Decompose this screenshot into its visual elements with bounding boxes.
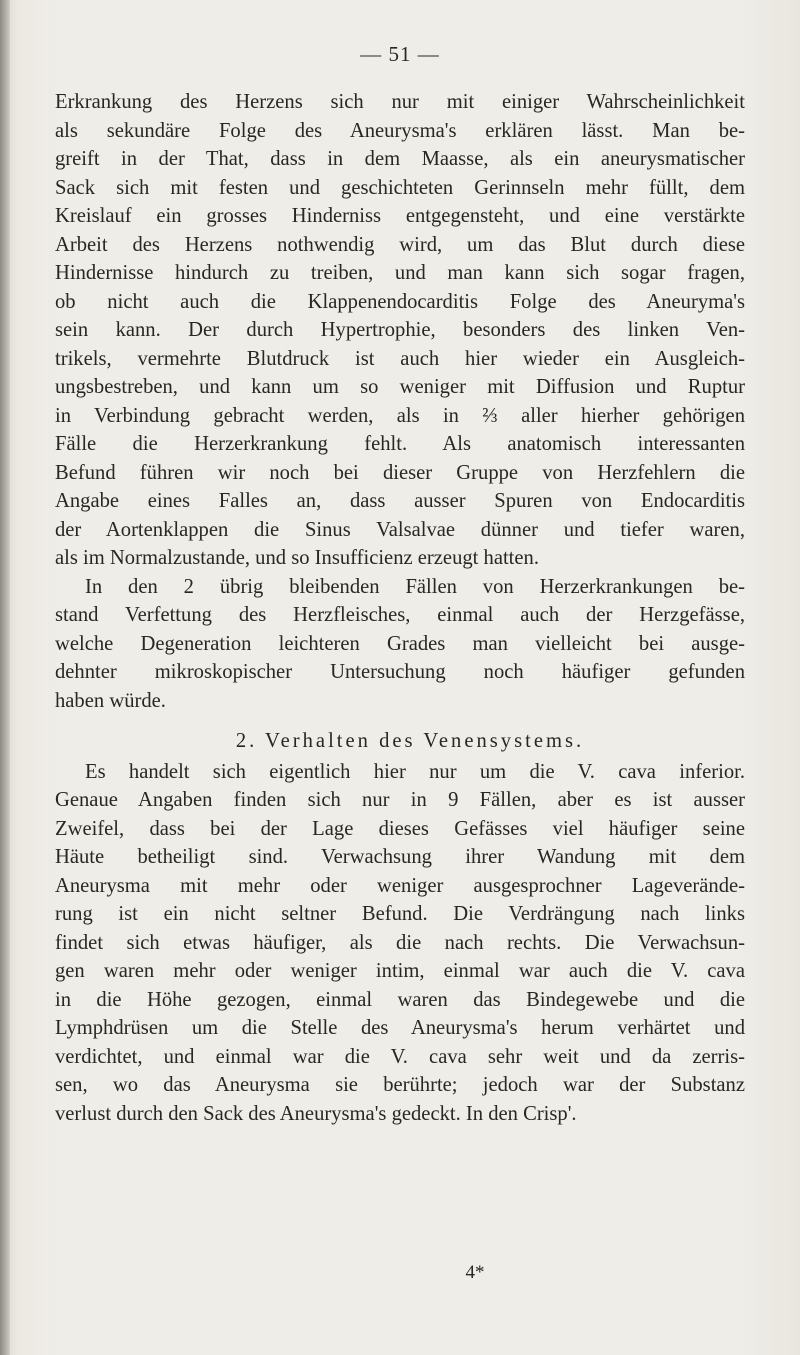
- text-line: trikels, vermehrte Blutdruck ist auch hier wieder ein Ausgleich-: [55, 347, 745, 370]
- text-line: Genaue Angaben finden sich nur in 9 Fällen, aber es ist ausser: [55, 789, 745, 811]
- text-line: als sekundäre Folge des Aneurysma's erklären lässt. Man be-: [55, 119, 745, 142]
- text-line: Erkrankung des Herzens sich nur mit einiger Wahrscheinlichkeit: [55, 91, 745, 113]
- text-line: als im Normalzustande, und so Insufficienz erzeugt hatten.: [55, 547, 539, 569]
- text-line: In den 2 übrig bleibenden Fällen von Herzerkrankungen be-: [85, 575, 745, 598]
- text-line: welche Degeneration leichteren Grades man vielleicht bei ausge-: [55, 632, 745, 655]
- text-line: haben würde.: [55, 689, 166, 712]
- text-line: sen, wo das Aneurysma sie berührte; jedoch war der Substanz: [55, 1074, 745, 1096]
- text-line: ungsbestreben, und kann um so weniger mit Diffusion und Ruptur: [55, 376, 745, 398]
- page-binding-edge: [0, 0, 10, 1355]
- text-line: verlust durch den Sack des Aneurysma's gedeckt. In den Crisp'.: [55, 1102, 577, 1125]
- text-line: gen waren mehr oder weniger intim, einmal war auch die V. cava: [55, 960, 745, 982]
- text-line: findet sich etwas häufiger, als die nach rechts. Die Verwachsun-: [55, 931, 745, 954]
- text-line: Kreislauf ein grosses Hinderniss entgegensteht, und eine verstärkte: [55, 205, 745, 227]
- text-line: stand Verfettung des Herzfleisches, einmal auch der Herzgefässe,: [55, 604, 745, 626]
- text-line: rung ist ein nicht seltner Befund. Die Verdrängung nach links: [55, 903, 745, 925]
- text-line: Aneurysma mit mehr oder weniger ausgesprochner Lageverände-: [55, 874, 745, 897]
- text-line: sein kann. Der durch Hypertrophie, besonders des linken Ven-: [55, 319, 745, 341]
- page-number: — 51 —: [360, 42, 440, 66]
- body-text: [55, 88, 745, 1128]
- text-line: in die Höhe gezogen, einmal waren das Bindegewebe und die: [55, 988, 745, 1011]
- text-line: Lymphdrüsen um die Stelle des Aneurysma's herum verhärtet und: [55, 1017, 745, 1039]
- text-line: der Aortenklappen die Sinus Valsalvae dünner und tiefer waren,: [55, 518, 745, 541]
- text-line: Angabe eines Falles an, dass ausser Spuren von Endocarditis: [55, 490, 745, 512]
- text-line: greift in der That, dass in dem Maasse, als ein aneurysmatischer: [55, 148, 745, 170]
- section-heading: 2. Verhalten des Venensystems.: [235, 730, 585, 752]
- text-line: in Verbindung gebracht werden, als in ⅔ aller hierher gehörigen: [55, 404, 745, 427]
- text-line: Zweifel, dass bei der Lage dieses Gefässes viel häufiger seine: [55, 817, 745, 840]
- text-line: Befund führen wir noch bei dieser Gruppe von Herzfehlern die: [55, 461, 745, 484]
- text-line: dehnter mikroskopischer Untersuchung noch häufiger gefunden: [55, 661, 745, 683]
- text-line: Fälle die Herzerkrankung fehlt. Als anatomisch interessanten: [55, 433, 745, 455]
- text-line: Sack sich mit festen und geschichteten Gerinnseln mehr füllt, dem: [55, 176, 745, 199]
- text-line: Arbeit des Herzens nothwendig wird, um das Blut durch diese: [55, 233, 745, 256]
- text-line: verdichtet, und einmal war die V. cava sehr weit und da zerris-: [55, 1045, 745, 1068]
- signature-mark: 4*: [465, 1262, 485, 1283]
- text-line: ob nicht auch die Klappenendocarditis Folge des Aneuryma's: [55, 290, 745, 313]
- text-line: Häute betheiligt sind. Verwachsung ihrer Wandung mit dem: [55, 846, 745, 868]
- text-line: Hindernisse hindurch zu treiben, und man kann sich sogar fragen,: [55, 262, 745, 284]
- text-line: Es handelt sich eigentlich hier nur um die V. cava inferior.: [85, 760, 745, 783]
